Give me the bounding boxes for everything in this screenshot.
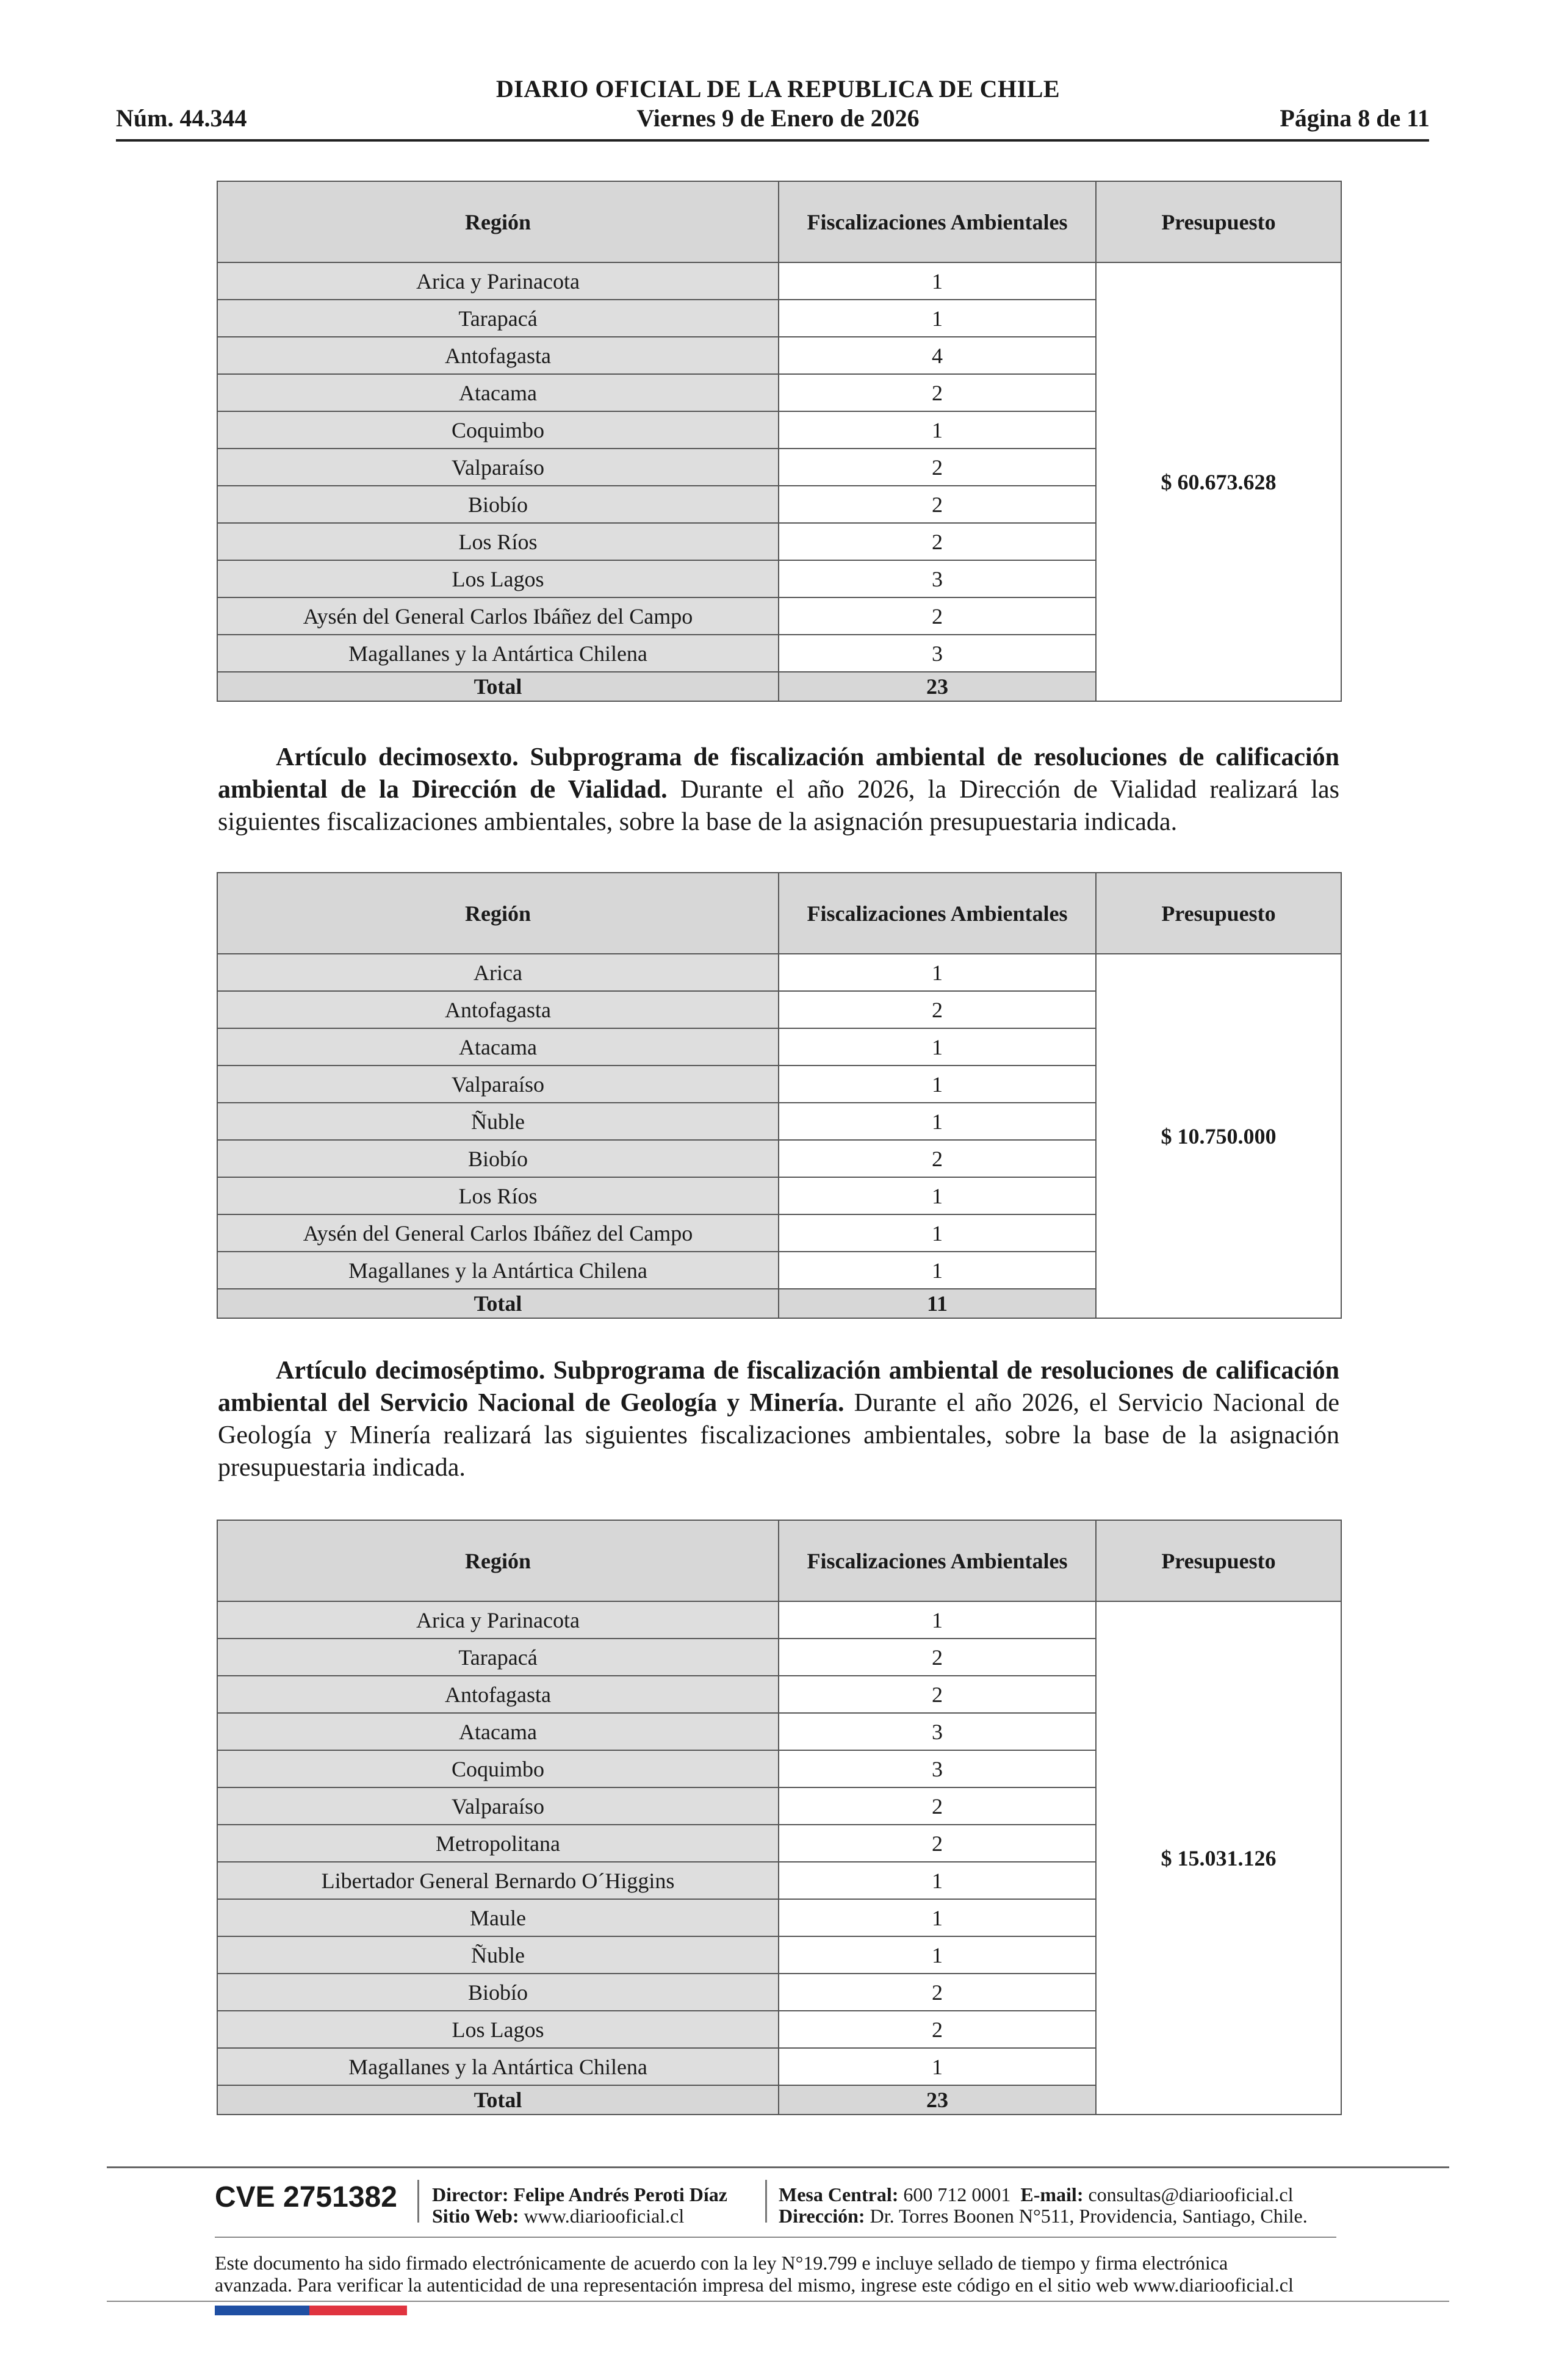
count-cell: 1 [779,1899,1096,1936]
region-cell: Los Lagos [217,2011,779,2048]
count-cell: 3 [779,1713,1096,1750]
page-number: Página 8 de 11 [1280,104,1430,132]
website-link[interactable]: www.diariooficial.cl [524,2205,685,2227]
region-cell: Antofagasta [217,991,779,1028]
count-cell: 2 [779,1974,1096,2011]
total-label: Total [217,2085,779,2115]
column-header-region: Región [217,873,779,954]
table-header-row [217,1520,1341,1601]
legal-line: Este documento ha sido firmado electrónicamente de acuerdo con la ley N°19.799 e incluye sellado de tiempo y firma electrónica [215,2252,1228,2274]
phone-value: 600 712 0001 [903,2183,1011,2205]
article-17-body: Durante el año 2026, el Servicio Nacional de Geología y Minería realizará las siguientes fiscalizaciones ambientales, sobre la base de la asignación presupuestaria indicada. [218,1389,1339,1482]
count-cell: 2 [779,2011,1096,2048]
region-cell: Biobío [217,486,779,523]
count-cell: 2 [779,486,1096,523]
column-header-count: Fiscalizaciones Ambientales [779,181,1096,262]
count-cell: 1 [779,1601,1096,1639]
count-cell: 2 [779,1787,1096,1825]
count-cell: 1 [779,1252,1096,1289]
region-cell: Ñuble [217,1936,779,1974]
address-line [779,2205,1308,2227]
region-cell: Biobío [217,1974,779,2011]
region-cell: Valparaíso [217,1066,779,1103]
article-16-paragraph [218,741,1339,838]
table-2 [217,872,1342,1319]
footer-separator [765,2180,767,2223]
website-line [432,2205,684,2227]
region-cell: Ñuble [217,1103,779,1140]
budget-cell: $ 10.750.000 [1096,954,1341,1318]
table-row [217,954,1341,991]
column-header-count: Fiscalizaciones Ambientales [779,1520,1096,1601]
cve-code: CVE 2751382 [215,2181,397,2213]
email-link[interactable]: consultas@diariooficial.cl [1088,2183,1294,2205]
budget-cell: $ 60.673.628 [1096,262,1341,701]
count-cell: 1 [779,2048,1096,2085]
region-cell: Maule [217,1899,779,1936]
region-cell: Aysén del General Carlos Ibáñez del Campo [217,1214,779,1252]
count-cell: 1 [779,1177,1096,1214]
region-cell: Los Lagos [217,560,779,597]
issue-number: Núm. 44.344 [116,104,247,132]
count-cell: 1 [779,262,1096,300]
region-cell: Biobío [217,1140,779,1177]
region-cell: Metropolitana [217,1825,779,1862]
region-cell: Aysén del General Carlos Ibáñez del Campo [217,597,779,635]
region-cell: Los Ríos [217,523,779,560]
flag-bar-blue [215,2306,309,2315]
table-1 [217,181,1342,702]
table-header-row [217,873,1341,954]
count-cell: 1 [779,1066,1096,1103]
footer-separator [417,2180,419,2223]
count-cell: 1 [779,1936,1096,1974]
column-header-budget: Presupuesto [1096,181,1341,262]
count-cell: 1 [779,1214,1096,1252]
director-name: Felipe Andrés Peroti Díaz [513,2183,727,2205]
footer-rule-middle [215,2237,1336,2238]
region-cell: Antofagasta [217,1676,779,1713]
phone-label: Mesa Central: [779,2183,899,2205]
total-value: 11 [779,1289,1096,1318]
table-row [217,1601,1341,1639]
count-cell: 1 [779,411,1096,449]
region-cell: Antofagasta [217,337,779,374]
legal-line: avanzada. Para verificar la autenticidad de una representación impresa del mismo, ingrese este código en el sitio web www.diariooficial.cl [215,2274,1294,2296]
director-label: Director: [432,2183,509,2205]
count-cell: 3 [779,635,1096,672]
website-label: Sitio Web: [432,2205,519,2227]
total-value: 23 [779,2085,1096,2115]
count-cell: 2 [779,1676,1096,1713]
article-17-paragraph [218,1355,1339,1484]
table-row [217,262,1341,300]
count-cell: 1 [779,1028,1096,1066]
table-header-row [217,181,1341,262]
legal-notice [215,2252,1374,2296]
address-label: Dirección: [779,2205,865,2227]
region-cell: Coquimbo [217,411,779,449]
column-header-region: Región [217,181,779,262]
region-cell: Tarapacá [217,1639,779,1676]
total-label: Total [217,1289,779,1318]
count-cell: 2 [779,374,1096,411]
footer-rule-bottom [107,2301,1449,2302]
contact-line [779,2183,1294,2205]
article-16-heading: Artículo decimosexto. Subprograma de fiscalización ambiental de resoluciones de calificación ambiental de la Dirección de Vialidad. [218,743,1339,804]
column-header-budget: Presupuesto [1096,1520,1341,1601]
column-header-count: Fiscalizaciones Ambientales [779,873,1096,954]
region-cell: Los Ríos [217,1177,779,1214]
count-cell: 1 [779,1103,1096,1140]
budget-cell: $ 15.031.126 [1096,1601,1341,2115]
count-cell: 4 [779,337,1096,374]
region-cell: Magallanes y la Antártica Chilena [217,635,779,672]
count-cell: 1 [779,954,1096,991]
count-cell: 2 [779,523,1096,560]
column-header-region: Región [217,1520,779,1601]
region-cell: Arica y Parinacota [217,1601,779,1639]
region-cell: Arica y Parinacota [217,262,779,300]
total-label: Total [217,672,779,701]
region-cell: Valparaíso [217,449,779,486]
flag-bar-red [309,2306,407,2315]
column-header-budget: Presupuesto [1096,873,1341,954]
journal-title: DIARIO OFICIAL DE LA REPUBLICA DE CHILE [495,75,1061,103]
region-cell: Atacama [217,1713,779,1750]
region-cell: Valparaíso [217,1787,779,1825]
region-cell: Magallanes y la Antártica Chilena [217,2048,779,2085]
total-value: 23 [779,672,1096,701]
email-label: E-mail: [1020,2183,1084,2205]
article-16-body: Durante el año 2026, la Dirección de Vialidad realizará las siguientes fiscalizaciones ambientales, sobre la base de la asignación presupuestaria indicada. [218,776,1339,836]
count-cell: 2 [779,991,1096,1028]
region-cell: Magallanes y la Antártica Chilena [217,1252,779,1289]
count-cell: 1 [779,300,1096,337]
address-value: Dr. Torres Boonen N°511, Providencia, Santiago, Chile. [870,2205,1308,2227]
issue-date: Viernes 9 de Enero de 2026 [636,104,920,132]
count-cell: 2 [779,449,1096,486]
article-17-heading: Artículo decimoséptimo. Subprograma de fiscalización ambiental de resoluciones de calificación ambiental del Servicio Nacional de Geología y Minería. [218,1357,1339,1417]
count-cell: 2 [779,597,1096,635]
director-line [432,2183,727,2205]
region-cell: Arica [217,954,779,991]
count-cell: 1 [779,1862,1096,1899]
count-cell: 3 [779,1750,1096,1787]
region-cell: Tarapacá [217,300,779,337]
region-cell: Coquimbo [217,1750,779,1787]
region-cell: Libertador General Bernardo O´Higgins [217,1862,779,1899]
count-cell: 2 [779,1639,1096,1676]
count-cell: 2 [779,1825,1096,1862]
region-cell: Atacama [217,1028,779,1066]
footer-rule-top [107,2166,1449,2168]
count-cell: 2 [779,1140,1096,1177]
header-rule [116,139,1429,142]
table-3 [217,1520,1342,2115]
count-cell: 3 [779,560,1096,597]
region-cell: Atacama [217,374,779,411]
